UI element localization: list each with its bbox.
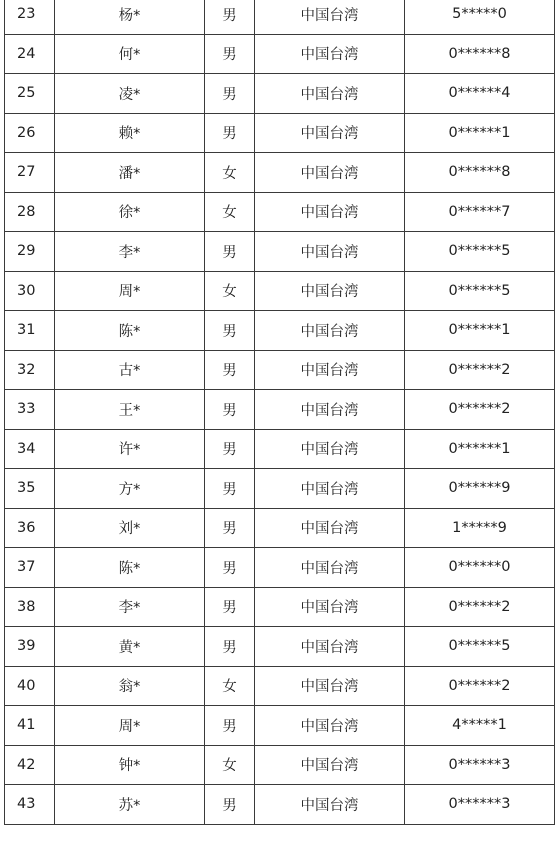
name-cell: 刘* (55, 508, 205, 548)
row-number-cell: 41 (5, 706, 55, 746)
region-cell: 中国台湾 (255, 192, 405, 232)
gender-cell: 女 (205, 192, 255, 232)
gender-cell: 女 (205, 153, 255, 193)
region-cell: 中国台湾 (255, 311, 405, 351)
row-number-cell: 38 (5, 587, 55, 627)
gender-cell: 女 (205, 745, 255, 785)
gender-cell: 男 (205, 548, 255, 588)
region-cell: 中国台湾 (255, 429, 405, 469)
name-cell: 凌* (55, 74, 205, 114)
masked-id-cell: 5*****0 (405, 0, 555, 34)
row-number-cell: 31 (5, 311, 55, 351)
name-cell: 黄* (55, 627, 205, 667)
table-row (5, 34, 555, 74)
name-cell: 何* (55, 34, 205, 74)
table-row (5, 390, 555, 430)
gender-cell: 男 (205, 508, 255, 548)
name-cell: 陈* (55, 548, 205, 588)
table-row (5, 587, 555, 627)
gender-cell: 男 (205, 232, 255, 272)
gender-cell: 男 (205, 34, 255, 74)
region-cell: 中国台湾 (255, 113, 405, 153)
masked-id-cell: 0******2 (405, 666, 555, 706)
table-row (5, 311, 555, 351)
name-cell: 李* (55, 232, 205, 272)
gender-cell: 男 (205, 587, 255, 627)
gender-cell: 男 (205, 469, 255, 509)
masked-id-cell: 0******1 (405, 429, 555, 469)
name-cell: 潘* (55, 153, 205, 193)
name-cell: 方* (55, 469, 205, 509)
table-row (5, 350, 555, 390)
name-cell: 翁* (55, 666, 205, 706)
table-row (5, 666, 555, 706)
name-cell: 古* (55, 350, 205, 390)
name-cell: 许* (55, 429, 205, 469)
gender-cell: 男 (205, 311, 255, 351)
table-row (5, 469, 555, 509)
row-number-cell: 25 (5, 74, 55, 114)
table-row (5, 785, 555, 825)
region-cell: 中国台湾 (255, 390, 405, 430)
region-cell: 中国台湾 (255, 745, 405, 785)
gender-cell: 女 (205, 666, 255, 706)
region-cell: 中国台湾 (255, 350, 405, 390)
table-row (5, 508, 555, 548)
name-cell: 钟* (55, 745, 205, 785)
table-body (5, 0, 555, 824)
region-cell: 中国台湾 (255, 508, 405, 548)
gender-cell: 男 (205, 74, 255, 114)
table-row (5, 745, 555, 785)
row-number-cell: 35 (5, 469, 55, 509)
row-number-cell: 29 (5, 232, 55, 272)
region-cell: 中国台湾 (255, 153, 405, 193)
region-cell: 中国台湾 (255, 666, 405, 706)
row-number-cell: 36 (5, 508, 55, 548)
personnel-table (4, 0, 555, 825)
masked-id-cell: 0******3 (405, 745, 555, 785)
row-number-cell: 37 (5, 548, 55, 588)
name-cell: 徐* (55, 192, 205, 232)
row-number-cell: 33 (5, 390, 55, 430)
masked-id-cell: 0******9 (405, 469, 555, 509)
table-row (5, 113, 555, 153)
masked-id-cell: 0******2 (405, 587, 555, 627)
masked-id-cell: 0******5 (405, 232, 555, 272)
gender-cell: 女 (205, 271, 255, 311)
name-cell: 杨* (55, 0, 205, 34)
region-cell: 中国台湾 (255, 469, 405, 509)
row-number-cell: 27 (5, 153, 55, 193)
masked-id-cell: 0******8 (405, 34, 555, 74)
table-row (5, 271, 555, 311)
name-cell: 周* (55, 271, 205, 311)
gender-cell: 男 (205, 0, 255, 34)
name-cell: 陈* (55, 311, 205, 351)
region-cell: 中国台湾 (255, 74, 405, 114)
masked-id-cell: 0******8 (405, 153, 555, 193)
row-number-cell: 39 (5, 627, 55, 667)
name-cell: 赖* (55, 113, 205, 153)
name-cell: 李* (55, 587, 205, 627)
row-number-cell: 40 (5, 666, 55, 706)
gender-cell: 男 (205, 350, 255, 390)
region-cell: 中国台湾 (255, 271, 405, 311)
name-cell: 苏* (55, 785, 205, 825)
masked-id-cell: 0******3 (405, 785, 555, 825)
gender-cell: 男 (205, 706, 255, 746)
gender-cell: 男 (205, 785, 255, 825)
table-row (5, 627, 555, 667)
masked-id-cell: 0******5 (405, 627, 555, 667)
row-number-cell: 23 (5, 0, 55, 34)
row-number-cell: 34 (5, 429, 55, 469)
row-number-cell: 32 (5, 350, 55, 390)
row-number-cell: 43 (5, 785, 55, 825)
region-cell: 中国台湾 (255, 627, 405, 667)
row-number-cell: 24 (5, 34, 55, 74)
masked-id-cell: 0******1 (405, 113, 555, 153)
table-row (5, 0, 555, 34)
gender-cell: 男 (205, 429, 255, 469)
masked-id-cell: 0******5 (405, 271, 555, 311)
masked-id-cell: 4*****1 (405, 706, 555, 746)
masked-id-cell: 0******2 (405, 390, 555, 430)
region-cell: 中国台湾 (255, 785, 405, 825)
table-row (5, 706, 555, 746)
region-cell: 中国台湾 (255, 587, 405, 627)
row-number-cell: 30 (5, 271, 55, 311)
row-number-cell: 42 (5, 745, 55, 785)
table-row (5, 74, 555, 114)
row-number-cell: 28 (5, 192, 55, 232)
region-cell: 中国台湾 (255, 34, 405, 74)
table-row (5, 429, 555, 469)
gender-cell: 男 (205, 390, 255, 430)
row-number-cell: 26 (5, 113, 55, 153)
name-cell: 王* (55, 390, 205, 430)
table-row (5, 153, 555, 193)
region-cell: 中国台湾 (255, 548, 405, 588)
table-row (5, 232, 555, 272)
masked-id-cell: 1*****9 (405, 508, 555, 548)
table-row (5, 192, 555, 232)
masked-id-cell: 0******2 (405, 350, 555, 390)
masked-id-cell: 0******1 (405, 311, 555, 351)
region-cell: 中国台湾 (255, 232, 405, 272)
region-cell: 中国台湾 (255, 0, 405, 34)
gender-cell: 男 (205, 627, 255, 667)
masked-id-cell: 0******4 (405, 74, 555, 114)
table-row (5, 548, 555, 588)
region-cell: 中国台湾 (255, 706, 405, 746)
masked-id-cell: 0******7 (405, 192, 555, 232)
name-cell: 周* (55, 706, 205, 746)
gender-cell: 男 (205, 113, 255, 153)
masked-id-cell: 0******0 (405, 548, 555, 588)
